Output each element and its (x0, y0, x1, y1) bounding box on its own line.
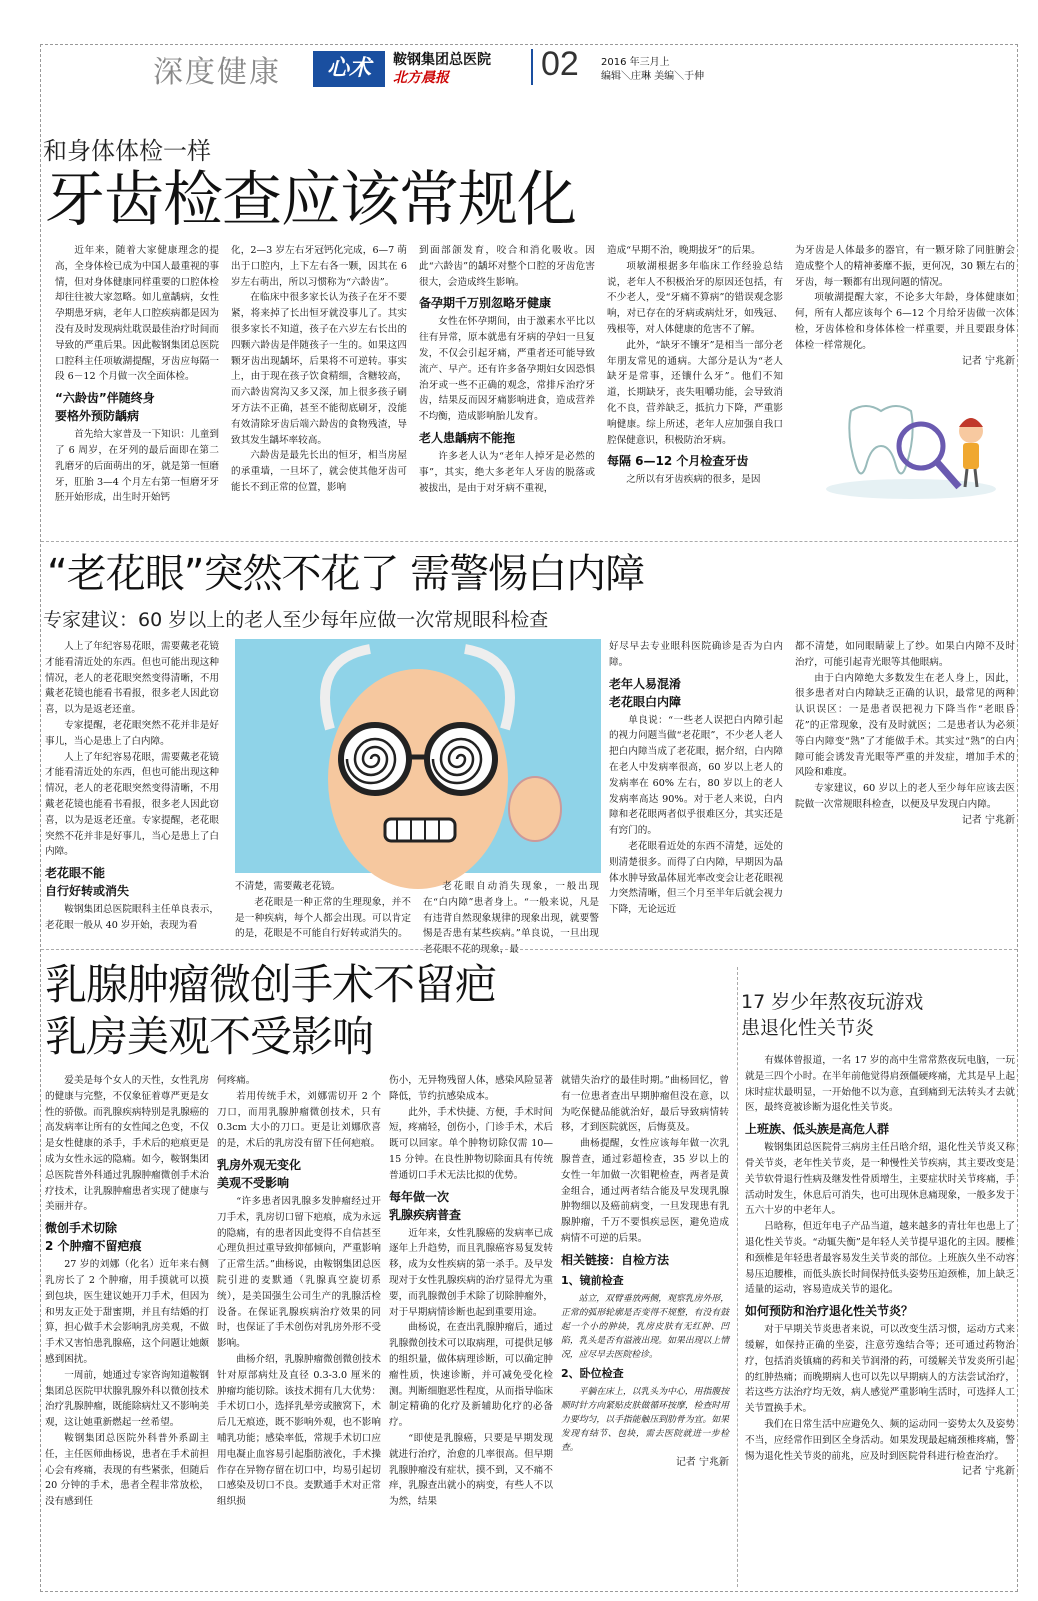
article4-title-line2: 患退化性关节炎 (741, 1017, 875, 1039)
paragraph: 近年来，女性乳腺癌的发病率已成逐年上升趋势，而且乳腺癌容易复发转移，成为女性疾病的第一杀手。及早发现对于女性乳腺疾病的治疗显得尤为重要，而乳腺微创手术除了切除肿瘤外，对于早期病情诊断也起到重要用途。 (389, 1227, 553, 1318)
subheading: 备孕期千万别忽略牙健康 (419, 296, 552, 311)
article4-body (745, 1053, 1015, 1583)
article3-col4 (561, 1073, 729, 1583)
newspaper-page (40, 44, 1018, 1592)
paragraph: 对于早期关节炎患者来说，可以改变生活习惯，运动方式来缓解，如保持正确的坐姿，注意劳逸结合等；还可通过药物治疗，包括消炎镇痛的药和关节润滑的药，可缓解关节发炎所引起的红肿热痛；而晚期病人也可以先以早期病人的方法尝试治疗，若这些方法治疗均无效，病人感觉严重影响生活时，可选择人工关节置换手术。 (745, 1324, 1015, 1415)
subheading: 2、卧位检查 (561, 1366, 624, 1380)
subheading: 1、镜前检查 (561, 1273, 624, 1287)
paragraph: 有媒体曾报道，一名 17 岁的高中生常常熬夜玩电脑，一玩就是三四个小时。在半年前他觉得肩颈僵硬疼痛，尤其是早上起床时症状最明显，一开始他不以为意，直到痛到无法转头才去就医，最终竟被诊断为退化性关节炎。 (745, 1055, 1015, 1114)
paragraph: 专家建议，60 岁以上的老人至少每年应该去医院做一次常规眼科检查，以便及早发现白内障。 (795, 783, 1015, 810)
paragraph: 都不清楚，如同眼睛蒙上了纱。如果白内障不及时治疗，可能引起青光眼等其他眼病。 (795, 641, 1015, 668)
paragraph: 老花眼是一种正常的生理现象，并不是一种疾病，每个人都会出现。可以肯定的是，花眼是不可能自行好转或消失的。 (235, 896, 411, 940)
paragraph: 单良说：“一些老人误把白内障引起的视力问题当做“老花眼”，不少老人老人把白内障当成了老花眼，据介绍，白内障在老人中发病率很高，60 岁以上老人的发病率在 60% 左右，80 岁以上的老人发病率高达 90%。对于老人来说，白内障和老花眼两者似乎很难区分，其实还是有窍门的。 (609, 714, 783, 837)
paragraph: 好尽早去专业眼科医院确诊是否为白内障。 (609, 641, 783, 668)
paragraph: 何疼痛。 (217, 1075, 256, 1086)
byline: 记者 宁兆新 (961, 1466, 1015, 1478)
paragraph: 就错失治疗的最佳时期。”曲杨回忆，曾有一位患者查出早期肿瘤但没在意，以为吃保健品能就治好，最后导致病情转移，才到医院就医，后悔莫及。 (561, 1075, 729, 1134)
article1-col4 (607, 243, 783, 535)
byline: 记者 宁兆新 (675, 1456, 729, 1468)
paragraph: 鞍钢集团总医院眼科主任单良表示，老花眼一般从 40 岁开始，表现为看 (45, 904, 219, 931)
paragraph: 不清楚，需要戴老花镜。 (235, 881, 341, 892)
paragraph: 首先给大家普及一下知识：儿童到了 6 周岁，在牙列的最后面即在第二乳磨牙的后面萌出的牙，就是第一恒磨牙，肛胎 3—4 个月左右第一恒磨牙牙胚开始形成，出生时开始钙 (55, 429, 219, 504)
subheading: 乳腺疾病普查 (389, 1207, 462, 1222)
hospital-name: 鞍钢集团总医院 (393, 52, 491, 68)
paragraph: 项敏湖根据多年临床工作经验总结说，老年人不积极治牙的原因还包括，有不少老人，受“牙痛不算病”的错误观念影响，对已存在的牙病或病灶牙，如残冠、残根等，对人体健康的危害不了解。 (607, 260, 783, 335)
paragraph: 老花眼看近处的东西不清楚，远处的则清楚很多。而得了白内障，早期因为晶体水肿导致晶体屈光率改变会让老花眼视力突然清晰，但三个月至半年后就会视力下降，无论远近 (609, 840, 783, 916)
subheading: 美观不受影响 (217, 1175, 290, 1190)
related-link-heading: 相关链接：自检方法 (561, 1252, 670, 1267)
paragraph: 化，2—3 岁左右牙冠钙化完成，6—7 萌出于口腔内，上下左右各一颗，因其在 6 岁左右萌出，所以习惯称为“六龄齿”。 (231, 245, 407, 288)
paragraph: 老花眼自动消失现象，一般出现在“白内障”患者身上。“一般来说，凡是有违背自然现象规律的现象出现，就要警惕是否患有某些疾病。”单良说，一旦出现老花眼不花的现象，最 (423, 881, 599, 956)
dizzy-old-man-illustration (235, 639, 601, 873)
subheading: 老人患龋病不能拖 (419, 430, 516, 445)
page-number: 02 (541, 45, 579, 83)
article3-col2 (217, 1073, 381, 1583)
paragraph: 为牙齿是人体最多的器官，有一颗牙除了同脏腑会造成整个人的精神萎靡不振，更何况，30 颗左右的牙齿，每一颗都有出现问题的情况。 (795, 245, 1015, 288)
article2-col1 (45, 639, 219, 937)
paragraph: 站立，双臂垂放两侧，观察乳房外形，正常的弧形轮廓是否变得不规整，有没有鼓起一个小的肿块，乳房皮肤有无红肿、凹陷，乳头是否有溢液出现。如果出现以上情况，应尽早去医院检诊。 (561, 1293, 729, 1360)
article3-title-line1: 乳腺肿瘤微创手术不留疤 (45, 960, 497, 1009)
paragraph: 鞍钢集团总医院外科普外系副主任，主任医师曲杨说，患者在手术前担心会有疼痛，表现的有些紧张，但随后 20 分钟的手术，患者全程非常放松，没有感到任 (45, 1432, 209, 1508)
paragraph: 人上了年纪容易花眼，需要戴老花镜才能看清近处的东西。但也可能出现这种情况，老人的老花眼突然变得清晰，不用戴老花镜也能看书看报，很多老人因此窃喜，以为是返老还童。 (45, 641, 219, 716)
paragraph: 到面部颌发育，咬合和消化吸收。因此“六龄齿”的龋坏对整个口腔的牙齿危害很大，会造成终生影响。 (419, 245, 595, 288)
subheading: 如何预防和治疗退化性关节炎？ (745, 1304, 914, 1319)
paragraph: 近年来，随着大家健康理念的提高，全身体检已成为中国人最重视的事情，但对身体健康同样重要的口腔体检却往往被大家忽略。如儿童龋病，女性孕期患牙病，老年人口腔疾病都是因为没有及时发现病灶耽误最佳治疗时间而导致的严重后果。因此鞍钢集团总医院口腔科主任项敏湖提醒，牙齿应每隔一段 6－12 个月做一次全面体检。 (55, 245, 219, 383)
dental-checkup-illustration (821, 391, 1001, 501)
paragraph: 在临床中很多家长认为孩子在牙不要紧，将来掉了长出恒牙就没事儿了。其实很多家长不知道，孩子在六岁左右长出的四颗六龄齿是伴随孩子一生的。如果这四颗牙齿出现龋坏，后果将不可逆转。事实上，由于现在孩子饮食精细，含糖较高，而六龄齿窝沟又多又深，加上很多孩子刷牙方法不正确，甚至不能彻底刷牙，没能有效清除牙齿后端六龄齿的食物残渣，导致其发生龋坏率较高。 (231, 292, 407, 446)
article1-col3 (419, 243, 595, 535)
subheading: 乳房外观无变化 (217, 1157, 302, 1172)
byline: 记者 宁兆新 (961, 355, 1015, 367)
subheading: 上班族、低头族是高危人群 (745, 1122, 890, 1137)
logo: 心术 (313, 51, 385, 87)
magnifier-tooth-icon (821, 391, 1001, 501)
article1-kicker: 和身体体检一样 (43, 137, 211, 165)
article4-title-line1: 17 岁少年熬夜玩游戏 (741, 991, 924, 1013)
paragraph: 伤小，无异物残留人体，感染风险显著降低，节约抗感染成本。 (389, 1075, 553, 1102)
subheading: 要格外预防龋病 (55, 409, 140, 424)
paragraph: 平躺在床上，以乳头为中心，用指腹按顺时针方向紧贴皮肤做循环按摩，检查时用力要均匀，以手指能触压到肋骨为宜。如果发现有结节、包块，需去医院就进一步检查。 (561, 1386, 729, 1453)
header-divider (531, 49, 533, 85)
paragraph: 鞍钢集团总医院骨三病房主任吕晗介绍，退化性关节炎又称骨关节炎，老年性关节炎，是一种慢性关节疾病，其主要改变是关节软骨退行性病及继发性骨质增生，主要症状时关节疼痛，手活动时发生，休息后可消失，也可出现休息痛现象，一般多发于五六十岁的中老年人。 (745, 1142, 1015, 1217)
paragraph: “许多患者因乳腺多发肿瘤经过开刀手术，乳房切口留下疤痕，成为永远的隐痛，有的患者因此变得不自信甚至心理负担过重导致抑郁倾向，严重影响了正常生活。”曲杨说，由鞍钢集团总医院引进的麦默通（乳腺真空旋切系统），是美国强生公司生产的乳腺活检设备。在保证乳腺疾病治疗效果的同时，也保证了手术创伤对乳房外形不受影响。 (217, 1195, 381, 1350)
article2-col4 (609, 639, 783, 937)
article1-col1 (55, 243, 219, 535)
article1-col5 (795, 243, 1015, 383)
section-divider (41, 949, 1017, 950)
subheading: 微创手术切除 (45, 1221, 118, 1236)
subheading: 每隔 6—12 个月检查牙齿 (607, 454, 749, 469)
paragraph: 专家提醒，老花眼突然不花并非是好事儿，当心是患上了白内障。 (45, 719, 219, 747)
article2-col3 (423, 879, 599, 956)
paragraph: 此外，“缺牙不镶牙”是相当一部分老年朋友常见的通病。大部分是认为“老人缺牙是常事，还镶什么牙”。他们不知道，长期缺牙，丧失咀嚼功能，会导致消化不良，营养缺乏，抵抗力下降，严重影响健康。综上所述，老年人应加强自我口腔保健意识，积极防治牙病。 (607, 339, 783, 446)
paragraph: 之所以有牙齿疾病的很多，是因 (626, 474, 761, 486)
paragraph: “即使是乳腺癌，只要是早期发现就进行治疗，治愈的几率很高。但早期乳腺肿瘤没有症状，摸不到，又不痛不痒，乳腺查出就小的病变，有些人不以为然，结果 (389, 1432, 553, 1508)
paragraph: 27 岁的刘娜（化名）近年来右侧乳房长了 2 个肿瘤，用手摸就可以摸到包块，医生建议她开刀手术，但因为和男友正处于甜蜜期，并且有结婚的打算，担心做手术会影响乳房美观，不做手术又害怕患乳腺癌，这个问题让她颇感到困扰。 (45, 1259, 209, 1365)
subheading: 2 个肿瘤不留疤痕 (45, 1239, 142, 1254)
section-divider (41, 541, 1017, 542)
article2-col2 (235, 879, 411, 939)
subheading: 自行好转或消失 (45, 884, 130, 899)
subheading: 老花眼白内障 (609, 694, 682, 709)
column-divider (737, 967, 738, 1587)
issue-date: 2016 年三月上 (601, 57, 670, 68)
editor-credits: 编辑＼庄琳 美编＼于伸 (601, 71, 705, 82)
article3-col1 (45, 1073, 209, 1583)
paragraph: 六龄齿是最先长出的恒牙，相当房屋的承重墙，一旦坏了，就会使其他牙齿可能长不到正常的位置，影响 (231, 450, 407, 493)
paragraph: 造成“早期不治，晚期拔牙”的后果。 (607, 245, 761, 256)
subheading: “六龄齿”伴随终身 (55, 391, 155, 406)
paragraph: 我们在日常生活中应避免久、频的运动同一姿势太久及姿势不当，应经常作田到区全身活动。如果发现最起痛颈椎疼痛，警惕为退化性关节炎的前兆，应及时到医院骨科进行检查治疗。 (745, 1418, 1015, 1462)
spiral-glasses-icon (235, 639, 601, 873)
paragraph: 许多老人认为“老年人掉牙是必然的事”，其实，绝大多老年人牙齿的脱落或被拔出，是由于对牙病不重视， (419, 450, 595, 494)
paragraph: 此外，手术快捷、方便，手术时间短，疼痛轻，创伤小，门诊手术，术后既可以回家。单个肿物切除仅需 10—15 分钟。在良性肿物切除面具有传统普通切口手术无法比拟的优势。 (389, 1106, 553, 1181)
article3-col3 (389, 1073, 553, 1583)
paragraph: 若用传统手术，刘娜需切开 2 个刀口，而用乳腺肿瘤微创技术，只有 0.3cm 大小的刀口。更是让刘娜欣喜的是，术后的乳房没有留下任何疤痕。 (217, 1090, 381, 1150)
article2-title: “老花眼”突然不花了 需警惕白内障 (47, 551, 645, 597)
paragraph: 人上了年纪容易花眼，需要戴老花镜才能看清近处的东西，但也可能出现这种情况，老人的老花眼突然变得清晰，不用戴老花镜也能看书看报，很多老人因此窃喜，以为是返老还童。专家提醒，老花眼突然不花并非是好事儿，当心是患上了白内障。 (45, 751, 219, 858)
paragraph: 女性在怀孕期间，由于激素水平比以往有异常，原本就患有牙病的孕妇一旦复发，不仅会引起牙痛，严重者还可能导致流产、早产。还有许多备孕期妇女因恐惧治牙或一些不正确的观念，常排斥治疗牙齿，结果反而因牙痛影响进食，造成营养不均衡，造成影响胎儿发育。 (419, 316, 595, 423)
paragraph: 项敏湖提醒大家，不论多大年龄，身体健康如何，所有人都应该每个 6—12 个月给牙齿做一次体检，牙齿体检和身体体检一样重要，并且要跟身体体检一样常规化。 (795, 292, 1015, 351)
paragraph: 曲杨说，在查出乳腺肿瘤后，通过乳腺微创技术可以取病理，可提供足够的组织量，做体病理诊断，可以确定肿瘤性质，快速诊断，并可减免受化检测。判断细胞恶性程度，从而指导临床制定精确的化疗及新辅助化疗的必备疗。 (389, 1322, 553, 1429)
article1-title: 牙齿检查应该常规化 (45, 165, 576, 235)
subheading: 每年做一次 (389, 1189, 450, 1204)
subheading: 老年人易混淆 (609, 676, 682, 691)
byline: 记者 宁兆新 (961, 814, 1015, 826)
paragraph: 一周前，她通过专家咨询知道鞍钢集团总医院甲状腺乳腺外科以微创技术治疗乳腺肿瘤，既能除病灶又不影响美观，这让她重新燃起一丝希望。 (45, 1369, 209, 1429)
article3-title-line2: 乳房美观不受影响 (45, 1012, 374, 1061)
article1-col2 (231, 243, 407, 535)
article2-col5 (795, 639, 1015, 937)
paragraph: 吕晗称，但近年电子产品当道，越来越多的青壮年也患上了退化性关节炎。“动辄失衡”是年轻人关节提早退化的主因。腰椎和颈椎是年轻患者最容易发生关节炎的部位。上班族久坐不动容易压迫腰椎，而低头族长时间保持低头姿势压迫颈椎，加上缺乏适量的运动，容易造成关节的退化。 (745, 1221, 1015, 1296)
paragraph: 曲杨提醒，女性应该每年做一次乳腺普查，通过彩超检查，35 岁以上的女性一年加做一次钼靶检查，两者是黄金组合，通过两者结合能及早发现乳腺肿物细以及癌前病变，一旦发现患有乳腺肿瘤，千万不要惧疾忌医，避免造成病情不可逆的后果。 (561, 1138, 729, 1244)
paragraph: 爱美是每个女人的天性，女性乳房的健康与完整，不仅象征着尊严更是女性的骄傲。而乳腺疾病特别是乳腺癌的高发病率让所有的女性闻之色变，不仅是女性健康的杀手，手术后的疤痕更是成为女性永远的隐痛。如今，鞍钢集团总医院普外科通过乳腺肿瘤微创手术治疗技术，让乳腺肿瘤患者实现了健康与美丽并存。 (45, 1075, 209, 1213)
section-title: 深度健康 (153, 55, 281, 90)
article2-subtitle: 专家建议：60 岁以上的老人至少每年应做一次常规眼科检查 (43, 609, 549, 631)
subheading: 老花眼不能 (45, 866, 106, 881)
newspaper-name: 北方晨报 (393, 70, 449, 86)
paragraph: 曲杨介绍，乳腺肿瘤微创微创技术针对原部病灶及直径 0.3-3.0 厘米的肿瘤均能切除。该技术拥有几大优势：手术切口小，选择乳晕旁或腋窝下，术后几无痕迹，既不影响外观，也不影响哺乳功能；感染率低，常规手术切口应用电凝止血容易引起脂肪液化，手术操作存在异物存留在切口中，均易引起切口感染及切口不良。麦默通手术对正常组织损 (217, 1353, 381, 1508)
paragraph: 由于白内障绝大多数发生在老人身上，因此，很多患者对白内障缺乏正确的认识，最常见的两种认识误区：一是患者误把视力下降当作“老眼昏花”的正常现象，没有及时就医；二是患者认为必须等白内障变“熟”了才能做手术。其实过“熟”的白内障可能会诱发青光眼等严重的并发症，增加手术的风险和难度。 (795, 672, 1015, 779)
